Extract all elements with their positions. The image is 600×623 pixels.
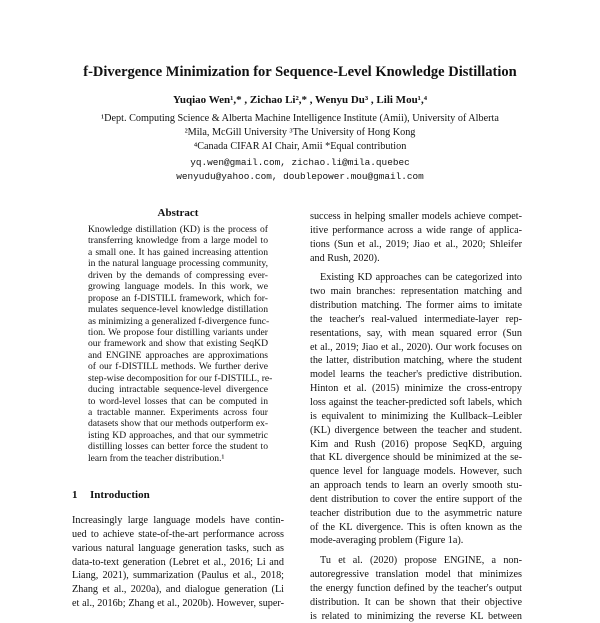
body-line: teacher distribution due to the asymmetric nature (310, 507, 522, 519)
body-line: mode-averaging problem (Figure 1a). (310, 535, 464, 547)
abstract-line: step-wise decomposition for our f-DISTILL, re- (88, 372, 273, 384)
abstract-line: Knowledge distillation (KD) is the process of (88, 224, 268, 235)
affiliation-line: ²Mila, McGill University ³The University of Hong Kong (184, 127, 416, 138)
body-line: resentations, say, with mean squared error (Sun (310, 327, 522, 339)
body-line: Liang, 2021), summarization (Paulus et al., 2018; (72, 570, 284, 582)
body-line: is equivalent to minimizing the Kullback–Leibler (310, 410, 522, 422)
body-line: various natural language generation tasks, such as (72, 542, 284, 554)
body-line: data-to-text generation (Lebret et al., 2016; Li and (72, 556, 284, 568)
email-line: wenyudu@yahoo.com, doublepower.mou@gmail.com (176, 171, 424, 182)
body-line: Increasingly large language models have contin- (72, 515, 284, 526)
body-line: Tu et al. (2020) propose ENGINE, a non- (320, 555, 522, 567)
body-line: the latter, distribution matching, where the student (310, 355, 522, 367)
body-line: Existing KD approaches can be categorized into (320, 272, 522, 284)
body-line: loss against the teacher-predicted soft labels, which (310, 396, 522, 408)
body-line: the teacher's real-valued intermediate-layer rep- (310, 313, 522, 325)
body-line: an approach tends to learn an overly smooth stu- (310, 480, 522, 492)
body-line: ued to achieve state-of-the-art performance across (72, 528, 284, 540)
section-heading (72, 489, 150, 501)
abstract-line: in the natural language processing community, (88, 258, 268, 270)
abstract-line: mulates sequence-level knowledge distillation (88, 304, 268, 316)
body-line: two main branches: representation matching and (310, 286, 522, 298)
abstract-line: a tractable manner. Experiments across four (88, 407, 268, 418)
right-column-body (310, 210, 522, 623)
body-line: tions (Sun et al., 2019; Jiao et al., 2020; Shleifer (310, 238, 522, 250)
body-line: et al., 2019; Jiao et al., 2020). Our work focuses on (310, 341, 522, 353)
body-line: dent distribution to cover the entire support of the (310, 493, 522, 505)
abstract-line: to word-level losses that can be computed in (88, 395, 268, 407)
abstract-line: driven by the demands of compressing ever- (88, 269, 268, 281)
body-line: success in helping smaller models achieve compet- (310, 211, 522, 222)
author-list: Yuqiao Wen¹,* , Zichao Li²,* , Wenyu Du³ , Lili Mou¹,⁴ (172, 94, 428, 106)
body-line: Kim and Rush (2016) propose SeqKD, arguing (310, 438, 522, 450)
body-line: and Rush, 2020). (310, 252, 380, 264)
body-line: that KL divergence should be minimized at the se- (310, 452, 522, 464)
section-title: Introduction (90, 489, 150, 501)
abstract-heading: Abstract (157, 207, 199, 219)
abstract-line: ducing intractable sequence-level divergence (88, 384, 268, 396)
abstract-line: propose an f-DISTILL framework, which for- (88, 292, 268, 304)
body-line: (KL) divergence between the teacher and student. (310, 424, 522, 436)
abstract-line: tion. We propose four distilling variants under (88, 326, 268, 338)
abstract-line: and ENGINE approaches are approximations (88, 349, 268, 361)
body-line: distribution matching. The former aims to imitate (310, 300, 522, 312)
section-number: 1 (72, 489, 78, 501)
abstract-line: transferring knowledge from a large model to (88, 235, 268, 247)
body-line: the energy function defined by the teacher's output (310, 582, 522, 594)
body-line: Zhang et al., 2020a), and dialogue generation (Li (72, 584, 284, 596)
body-line: itive performance across a wide range of applica- (310, 224, 522, 236)
abstract-line: distilling losses can better force the student to (88, 441, 268, 453)
body-line: Hinton et al. (2015) minimize the cross-entropy (310, 383, 522, 395)
left-column-body (72, 514, 284, 611)
body-line: is related to minimizing the reverse KL between (310, 610, 522, 622)
abstract-line: datasets show that our methods outperform ex- (88, 418, 269, 430)
affiliation-line: ¹Dept. Computing Science & Alberta Machine Intelligence Institute (Amii), University of Alberta (101, 113, 499, 124)
body-line: model learns the teacher's predictive distribution. (310, 369, 522, 381)
body-line: distribution. It can be shown that their objective (310, 596, 522, 608)
abstract-line: as minimizing a generalized f-divergence func- (88, 315, 270, 327)
abstract-line: our framework and show that existing SeqKD (88, 338, 268, 350)
body-line: quence level for language models. However, such (310, 466, 522, 478)
abstract-line: growing language models. In this work, we (88, 281, 268, 293)
abstract-line: of our f-DISTILL methods. We further derive (88, 361, 268, 373)
abstract-line: learn from the teacher distribution.¹ (88, 452, 225, 464)
body-line: et al., 2016b; Zhang et al., 2020b). However, super- (72, 598, 284, 610)
abstract-line: a small one. It has gained increasing attention (88, 246, 268, 258)
body-line: of the KL divergence. This is often known as the (310, 521, 522, 533)
abstract-body (88, 224, 273, 464)
email-line: yq.wen@gmail.com, zichao.li@mila.quebec (190, 157, 410, 168)
body-line: autoregressive translation model that minimizes (310, 569, 522, 581)
affiliation-line: ⁴Canada CIFAR AI Chair, Amii *Equal contribution (193, 141, 407, 152)
abstract-line: isting KD approaches, and that our symmetric (88, 429, 268, 441)
paper-title: f-Divergence Minimization for Sequence-Level Knowledge Distillation (83, 64, 517, 80)
